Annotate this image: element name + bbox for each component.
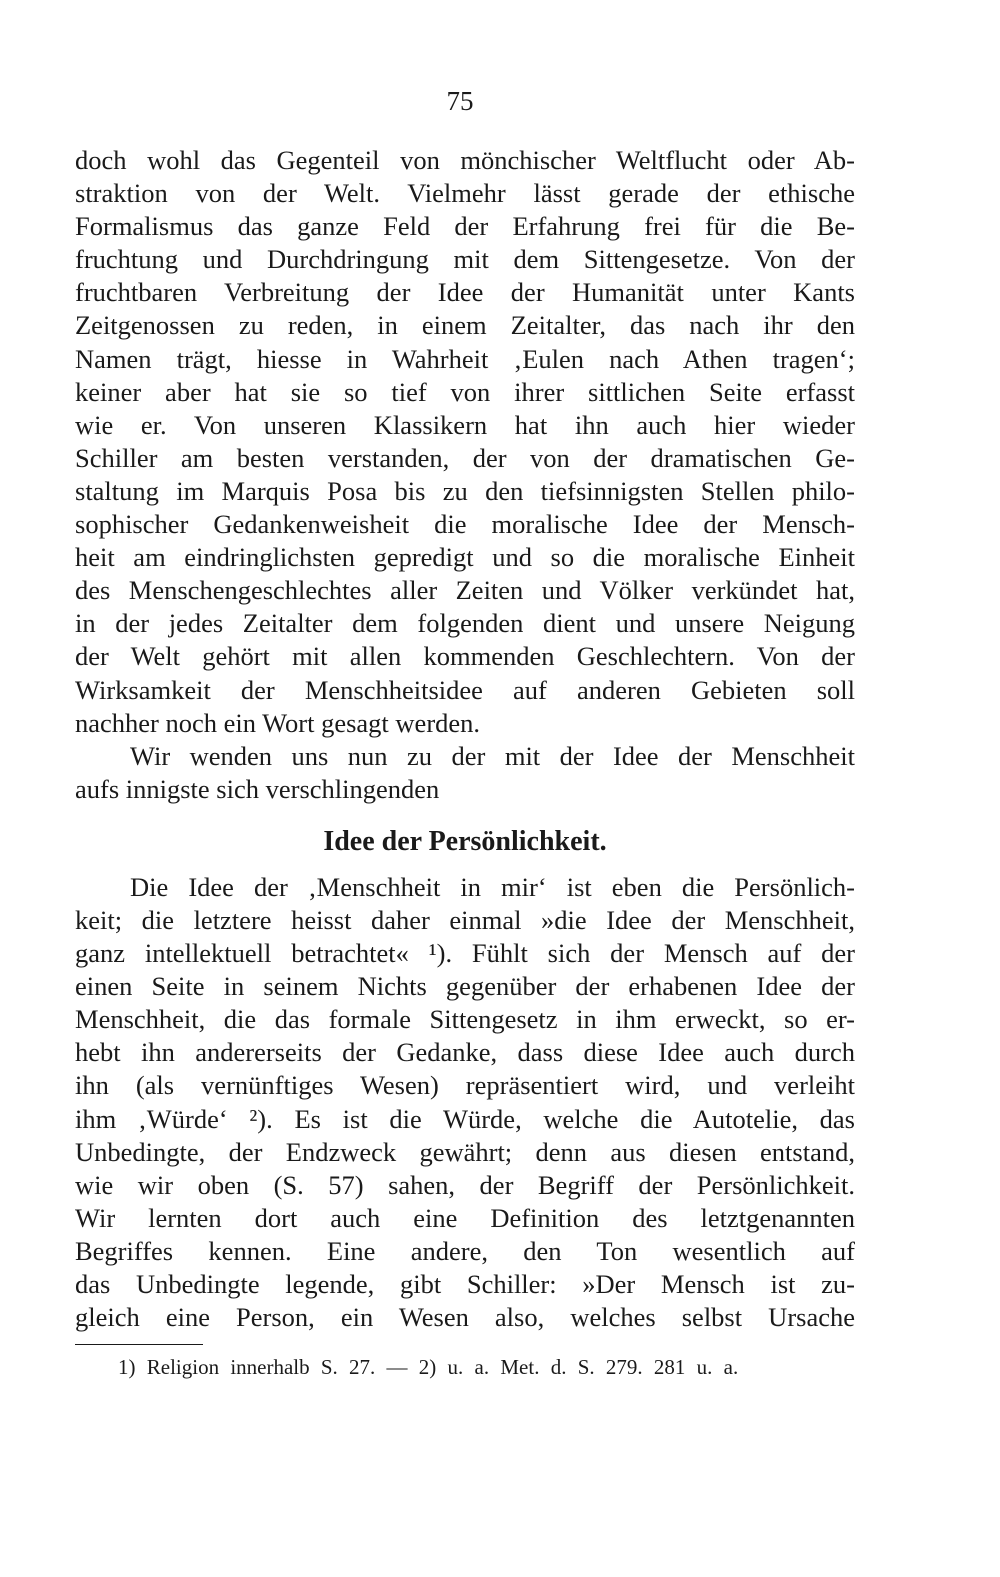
text-line: keit; die letztere heisst daher einmal »die Idee der Menschheit, <box>75 904 855 935</box>
footnote: 1) Religion innerhalb S. 27. — 2) u. a. Met. d. S. 279. 281 u. a. <box>118 1355 739 1379</box>
paragraphs-after-heading <box>75 871 855 1334</box>
text-line: keiner aber hat sie so tief von ihrer sittlichen Seite erfasst <box>75 376 855 407</box>
text-line: Namen trägt, hiesse in Wahrheit ‚Eulen nach Athen tragen‘; <box>75 343 855 374</box>
text-line: doch wohl das Gegenteil von mönchischer Weltflucht oder Ab- <box>75 145 855 175</box>
section-heading: Idee der Persönlichkeit. <box>323 825 607 857</box>
text-line: einen Seite in seinem Nichts gegenüber der erhabenen Idee der <box>75 971 855 1002</box>
text-line: ganz intellektuell betrachtet« ¹). Fühlt sich der Mensch auf der <box>75 938 855 969</box>
text-line: wie er. Von unseren Klassikern hat ihn auch hier wieder <box>75 409 855 440</box>
text-line: sophischer Gedankenweisheit die moralische Idee der Mensch- <box>75 509 855 540</box>
text-line: Menschheit, die das formale Sittengesetz in ihm erweckt, so er- <box>75 1004 855 1035</box>
text-line: heit am eindringlichsten gepredigt und so die moralische Einheit <box>75 542 855 573</box>
text-line: Wir wenden uns nun zu der mit der Idee der Menschheit <box>130 740 855 771</box>
text-line: Begriffes kennen. Eine andere, den Ton wesentlich auf <box>75 1235 855 1266</box>
text-line: Zeitgenossen zu reden, in einem Zeitalter, das nach ihr den <box>75 310 855 341</box>
text-line: Schiller am besten verstanden, der von der dramatischen Ge- <box>75 442 855 473</box>
text-line: staltung im Marquis Posa bis zu den tiefsinnigsten Stellen philo- <box>75 475 855 506</box>
text-line: der Welt gehört mit allen kommenden Geschlechtern. Von der <box>75 641 855 672</box>
text-line: fruchtung und Durchdringung mit dem Sittengesetze. Von der <box>75 244 855 275</box>
text-line: Wir lernten dort auch eine Definition des letztgenannten <box>75 1202 855 1233</box>
page-number: 75 <box>446 86 474 116</box>
text-line: Formalismus das ganze Feld der Erfahrung frei für die Be- <box>75 211 855 242</box>
text-line: Die Idee der ‚Menschheit in mir‘ ist eben die Persönlich- <box>130 871 855 902</box>
text-line: ihm ‚Würde‘ ²). Es ist die Würde, welche die Autotelie, das <box>75 1103 855 1134</box>
text-line: gleich eine Person, ein Wesen also, welches selbst Ursache <box>75 1302 855 1333</box>
text-line: fruchtbaren Verbreitung der Idee der Humanität unter Kants <box>75 277 855 308</box>
paragraphs-before-heading <box>75 144 855 806</box>
text-line: aufs innigste sich verschlingenden <box>75 773 440 804</box>
body-text <box>75 144 855 1334</box>
text-line: wie wir oben (S. 57) sahen, der Begriff der Persönlichkeit. <box>75 1169 855 1200</box>
text-line: nachher noch ein Wort gesagt werden. <box>75 707 481 738</box>
text-line: des Menschengeschlechtes aller Zeiten und Völker verkündet hat, <box>75 575 855 606</box>
footnote-separator <box>75 1344 203 1345</box>
text-line: straktion von der Welt. Vielmehr lässt gerade der ethische <box>75 178 855 209</box>
text-line: Unbedingte, der Endzweck gewährt; denn aus diesen entstand, <box>75 1136 855 1167</box>
text-line: Wirksamkeit der Menschheitsidee auf anderen Gebieten soll <box>75 674 855 705</box>
text-line: das Unbedingte legende, gibt Schiller: »Der Mensch ist zu- <box>75 1269 855 1299</box>
text-line: in der jedes Zeitalter dem folgenden dient und unsere Neigung <box>75 608 855 639</box>
text-line: ihn (als vernünftiges Wesen) repräsentiert wird, und verleiht <box>75 1070 855 1101</box>
text-line: hebt ihn andererseits der Gedanke, dass diese Idee auch durch <box>75 1037 855 1068</box>
